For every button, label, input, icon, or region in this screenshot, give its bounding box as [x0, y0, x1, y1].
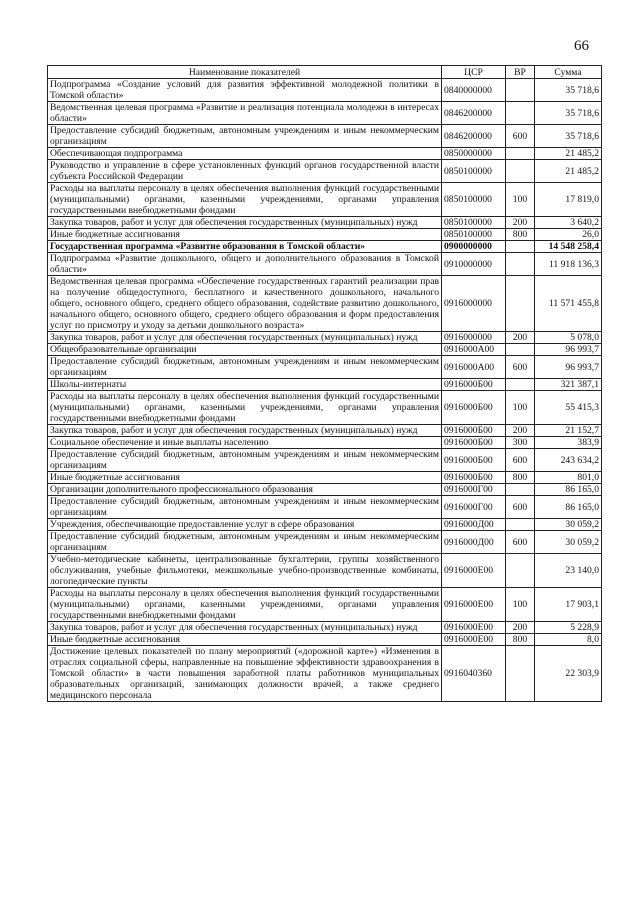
table-row: [48, 229, 602, 241]
cell-sum: 86 165,0: [535, 484, 602, 496]
cell-vr: [506, 344, 535, 356]
cell-name: Закупка товаров, работ и услуг для обеспечения государственных (муниципальных) нужд: [48, 217, 442, 229]
cell-name: Закупка товаров, работ и услуг для обеспечения государственных (муниципальных) нужд: [48, 622, 442, 634]
table-row: [48, 646, 602, 702]
cell-sum: 17 819,0: [535, 183, 602, 217]
cell-csr: 0850100000: [442, 229, 506, 241]
table-row: [48, 449, 602, 472]
cell-vr: 200: [506, 217, 535, 229]
cell-sum: 26,0: [535, 229, 602, 241]
cell-csr: 0916000А00: [442, 356, 506, 379]
cell-csr: 0916000Г00: [442, 496, 506, 519]
cell-vr: [506, 484, 535, 496]
table-row: [48, 379, 602, 391]
cell-sum: 86 165,0: [535, 496, 602, 519]
cell-csr: 0916000А00: [442, 344, 506, 356]
header-vr: ВР: [506, 66, 535, 79]
table-row: [48, 437, 602, 449]
cell-name: Иные бюджетные ассигнования: [48, 472, 442, 484]
cell-vr: 800: [506, 229, 535, 241]
cell-sum: 96 993,7: [535, 356, 602, 379]
cell-name: Иные бюджетные ассигнования: [48, 634, 442, 646]
header-csr: ЦСР: [442, 66, 506, 79]
cell-csr: 0916000Е00: [442, 554, 506, 588]
table-row: [48, 79, 602, 102]
cell-csr: 0850100000: [442, 183, 506, 217]
table-row: [48, 332, 602, 344]
cell-name: Расходы на выплаты персоналу в целях обеспечения выполнения функций государственными (муниципальными) органами, казенными учреждениями, органами управления государственными внебюджетными фондами: [48, 183, 442, 217]
table-row: [48, 519, 602, 531]
cell-sum: 11 918 136,3: [535, 253, 602, 276]
cell-vr: 300: [506, 437, 535, 449]
cell-csr: 0840000000: [442, 79, 506, 102]
cell-name: Общеобразовательные организации: [48, 344, 442, 356]
cell-vr: [506, 554, 535, 588]
table-row: [48, 241, 602, 253]
page-number: 66: [574, 38, 589, 54]
cell-vr: 600: [506, 496, 535, 519]
cell-name: Предоставление субсидий бюджетным, автономным учреждениям и иным некоммерческим организациям: [48, 531, 442, 554]
cell-sum: 3 640,2: [535, 217, 602, 229]
table-row: [48, 102, 602, 125]
cell-sum: 321 387,1: [535, 379, 602, 391]
cell-name: Учреждения, обеспечивающие предоставление услуг в сфере образования: [48, 519, 442, 531]
cell-vr: 600: [506, 449, 535, 472]
cell-name: Ведомственная целевая программа «Обеспечение государственных гарантий реализации прав на получение общедоступного, бесплатного и качественного дошкольного, начального общего, основного общего, среднего общего образования, содействие развитию дошкольного, начального общего, основного общего, среднего общего образования и форм предоставления услуг по присмотру и уходу за детьми дошкольного возраста»: [48, 276, 442, 332]
cell-csr: 0910000000: [442, 253, 506, 276]
cell-name: Предоставление субсидий бюджетным, автономным учреждениям и иным некоммерческим организациям: [48, 125, 442, 148]
cell-vr: [506, 102, 535, 125]
cell-sum: 243 634,2: [535, 449, 602, 472]
cell-vr: 600: [506, 531, 535, 554]
cell-sum: 35 718,6: [535, 125, 602, 148]
cell-name: Школы-интернаты: [48, 379, 442, 391]
budget-table: [47, 65, 602, 702]
cell-csr: 0916000Е00: [442, 588, 506, 622]
cell-vr: [506, 276, 535, 332]
cell-vr: [506, 646, 535, 702]
cell-vr: 100: [506, 588, 535, 622]
cell-sum: 21 485,2: [535, 160, 602, 183]
cell-sum: 35 718,6: [535, 102, 602, 125]
cell-csr: 0916000Е00: [442, 622, 506, 634]
cell-name: Обеспечивающая подпрограмма: [48, 148, 442, 160]
cell-vr: [506, 253, 535, 276]
table-row: [48, 217, 602, 229]
table-row: [48, 588, 602, 622]
cell-vr: 200: [506, 332, 535, 344]
cell-csr: 0916000000: [442, 332, 506, 344]
cell-name: Подпрограмма «Создание условий для развития эффективной молодежной политики в Томской области»: [48, 79, 442, 102]
cell-vr: [506, 79, 535, 102]
cell-csr: 0850000000: [442, 148, 506, 160]
cell-csr: 0916000Б00: [442, 472, 506, 484]
cell-sum: 8,0: [535, 634, 602, 646]
table-header-row: [48, 66, 602, 79]
cell-name: Подпрограмма «Развитие дошкольного, общего и дополнительного образования в Томской области»: [48, 253, 442, 276]
cell-sum: 14 548 258,4: [535, 241, 602, 253]
cell-vr: [506, 241, 535, 253]
cell-name: Государственная программа «Развитие образования в Томской области»: [48, 241, 442, 253]
table-row: [48, 425, 602, 437]
cell-sum: 30 059,2: [535, 519, 602, 531]
table-body: [48, 79, 602, 702]
cell-sum: 801,0: [535, 472, 602, 484]
cell-csr: 0850100000: [442, 217, 506, 229]
cell-name: Иные бюджетные ассигнования: [48, 229, 442, 241]
table-row: [48, 356, 602, 379]
cell-csr: 0900000000: [442, 241, 506, 253]
cell-vr: [506, 160, 535, 183]
table-row: [48, 634, 602, 646]
cell-vr: 600: [506, 125, 535, 148]
cell-name: Предоставление субсидий бюджетным, автономным учреждениям и иным некоммерческим организациям: [48, 356, 442, 379]
cell-sum: 30 059,2: [535, 531, 602, 554]
cell-name: Закупка товаров, работ и услуг для обеспечения государственных (муниципальных) нужд: [48, 332, 442, 344]
cell-csr: 0916000Б00: [442, 379, 506, 391]
cell-vr: 800: [506, 472, 535, 484]
table-row: [48, 276, 602, 332]
cell-csr: 0916000Б00: [442, 391, 506, 425]
cell-csr: 0916000000: [442, 276, 506, 332]
cell-csr: 0916000Г00: [442, 484, 506, 496]
cell-name: Предоставление субсидий бюджетным, автономным учреждениям и иным некоммерческим организациям: [48, 496, 442, 519]
table-row: [48, 183, 602, 217]
cell-vr: 800: [506, 634, 535, 646]
cell-sum: 17 903,1: [535, 588, 602, 622]
table-row: [48, 531, 602, 554]
cell-vr: [506, 519, 535, 531]
header-name: Наименование показателей: [48, 66, 442, 79]
cell-csr: 0916000Е00: [442, 634, 506, 646]
cell-vr: 600: [506, 356, 535, 379]
cell-csr: 0916000Б00: [442, 437, 506, 449]
cell-csr: 0916000Д00: [442, 531, 506, 554]
cell-sum: 96 993,7: [535, 344, 602, 356]
cell-sum: 21 485,2: [535, 148, 602, 160]
cell-sum: 55 415,3: [535, 391, 602, 425]
table-row: [48, 496, 602, 519]
cell-sum: 5 228,9: [535, 622, 602, 634]
cell-name: Организации дополнительного профессионального образования: [48, 484, 442, 496]
cell-name: Расходы на выплаты персоналу в целях обеспечения выполнения функций государственными (муниципальными) органами, казенными учреждениями, органами управления государственными внебюджетными фондами: [48, 391, 442, 425]
cell-csr: 0916000Д00: [442, 519, 506, 531]
table-row: [48, 554, 602, 588]
table-row: [48, 484, 602, 496]
cell-vr: 100: [506, 183, 535, 217]
table-row: [48, 472, 602, 484]
cell-csr: 0916000Б00: [442, 449, 506, 472]
cell-vr: [506, 379, 535, 391]
cell-sum: 21 152,7: [535, 425, 602, 437]
table-row: [48, 391, 602, 425]
cell-name: Расходы на выплаты персоналу в целях обеспечения выполнения функций государственными (муниципальными) органами, казенными учреждениями, органами управления государственными внебюджетными фондами: [48, 588, 442, 622]
cell-name: Предоставление субсидий бюджетным, автономным учреждениям и иным некоммерческим организациям: [48, 449, 442, 472]
table-row: [48, 160, 602, 183]
cell-name: Закупка товаров, работ и услуг для обеспечения государственных (муниципальных) нужд: [48, 425, 442, 437]
table-row: [48, 622, 602, 634]
cell-vr: [506, 148, 535, 160]
cell-sum: 35 718,6: [535, 79, 602, 102]
cell-name: Достижение целевых показателей по плану мероприятий («дорожной карте») «Изменения в отраслях социальной сферы, направленные на повышение эффективности здравоохранения в Томской области» в части повышения заработной платы работников муниципальных образовательных организаций, занимающих должности врачей, а также среднего медицинского персонала: [48, 646, 442, 702]
cell-sum: 22 303,9: [535, 646, 602, 702]
cell-vr: 100: [506, 391, 535, 425]
cell-csr: 0850100000: [442, 160, 506, 183]
cell-name: Социальное обеспечение и иные выплаты населению: [48, 437, 442, 449]
cell-name: Руководство и управление в сфере установленных функций органов государственной власти субъекта Российской Федерации: [48, 160, 442, 183]
cell-sum: 383,9: [535, 437, 602, 449]
cell-csr: 0916000Б00: [442, 425, 506, 437]
cell-vr: 200: [506, 425, 535, 437]
cell-name: Ведомственная целевая программа «Развитие и реализация потенциала молодежи в интересах области»: [48, 102, 442, 125]
cell-sum: 11 571 455,8: [535, 276, 602, 332]
cell-sum: 5 078,0: [535, 332, 602, 344]
table-row: [48, 253, 602, 276]
cell-sum: 23 140,0: [535, 554, 602, 588]
table-row: [48, 344, 602, 356]
cell-csr: 0916040360: [442, 646, 506, 702]
table-row: [48, 148, 602, 160]
cell-vr: 200: [506, 622, 535, 634]
cell-csr: 0846200000: [442, 102, 506, 125]
header-sum: Сумма: [535, 66, 602, 79]
cell-name: Учебно-методические кабинеты, централизованные бухгалтерии, группы хозяйственного обслуживания, учебные фильмотеки, межшкольные учебно-производственные комбинаты, логопедические пункты: [48, 554, 442, 588]
table-row: [48, 125, 602, 148]
cell-csr: 0846200000: [442, 125, 506, 148]
